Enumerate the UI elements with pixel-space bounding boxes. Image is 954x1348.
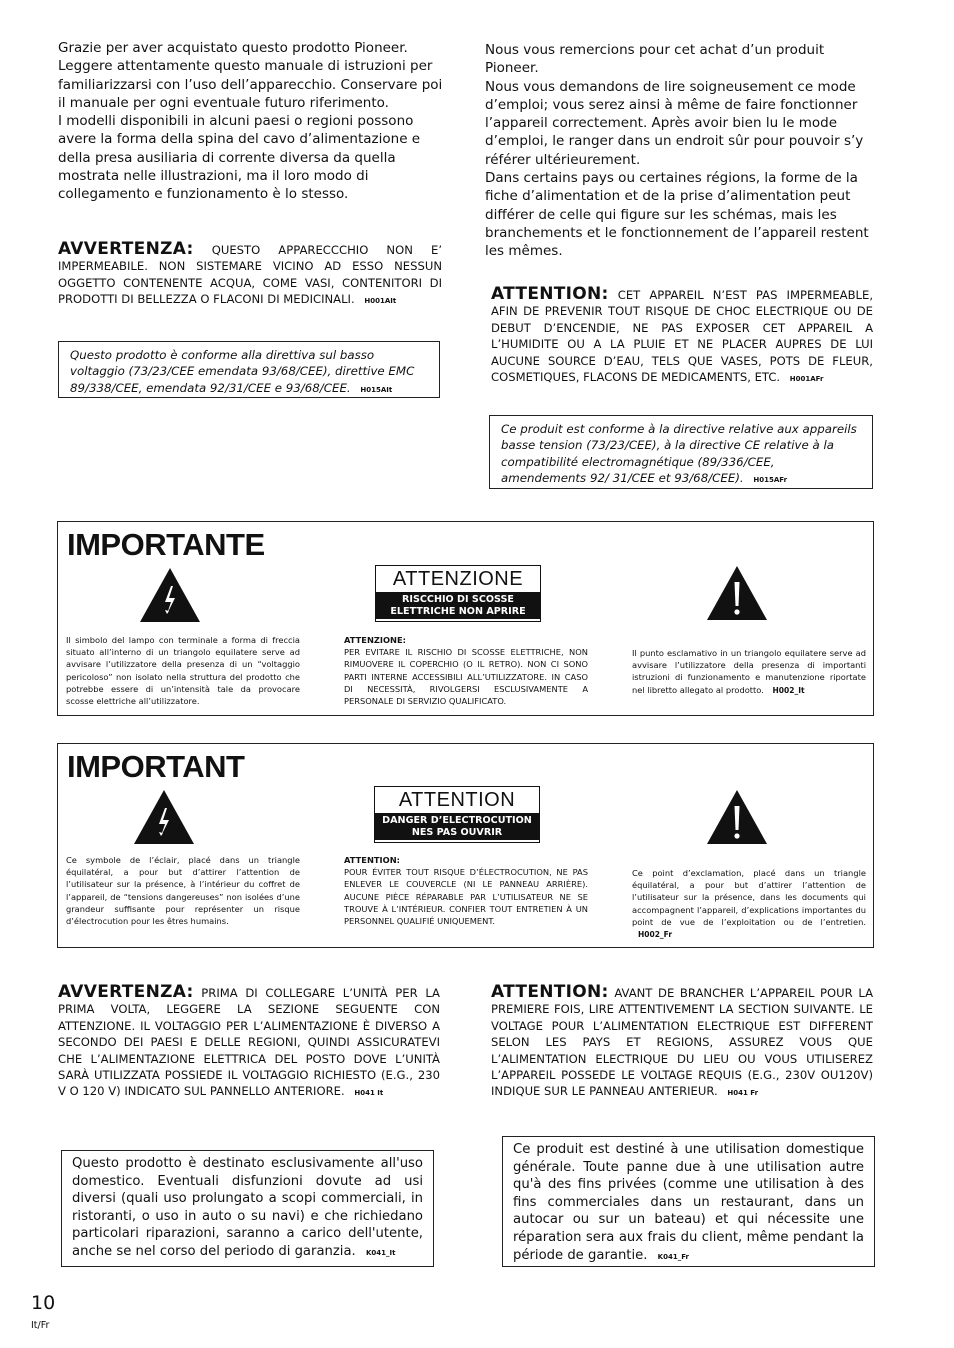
attention-label: [374, 786, 540, 843]
intro-french-p2: Nous vous demandons de lire soigneusement ce mode d’emploi; vous serez ainsi à même de faire fonctionner l’appareil correctement. Après avoir bien lu le mode d’emploi, le ranger dans un endroit sûr pour pouvoir s’y référer ultérieurement.: [485, 78, 864, 168]
exclamation-text: Ce point d’exclamation, placé dans un triangle équilatéral, a pour but d’attirer l’attention de l’utilisateur sur la présence, dans les documents qui accompagnent l’appareil, d’explications importantes du point de vue de l’exploitation ou de l’entretien.: [632, 868, 866, 927]
intro-italian-p2: I modelli disponibili in alcuni paesi o regioni possono avere la forma della spina del cavo d’alimentazione e della presa ausiliaria di corrente diversa da quella mostrata nelle illustrazioni, ma il loro modo di collegamento e funzionamento è lo stesso.: [58, 113, 421, 203]
lightning-warning-icon: [138, 566, 202, 624]
exclamation-warning-icon: [705, 564, 769, 622]
domestic-use-box-french: [502, 1136, 875, 1267]
warning-text: PRIMA DI COLLEGARE L’UNITÀ PER LA PRIMA VOLTA, LEGGERE LA SEZIONE SEGUENTE CON ATTENZIONE. IL VOLTAGGIO PER L’ALIMENTAZIONE È DIVERSO A SECONDO DEI PAESI E DELLE REGIONI, QUINDI ASSICURATEVI CHE L’ALIMENTAZIONE ELETTRICA DEL POSTO DOVE L’UNITÀ SARÀ UTILIZZATA POSSIEDE IL VOLTAGGIO RICHIESTO (E.G., 230 V O 120 V) INDICATO SUL PANNELLO ANTERIORE.: [58, 986, 440, 1099]
label-title: ATTENZIONE: [392, 568, 524, 590]
warning-lead: AVVERTENZA:: [58, 239, 194, 259]
lightning-description: Ce symbole de l’éclair, placé dans un triangle équilatéral, a pour but d’attirer l’attention de l’utilisateur sur la présence, à l’intérieur du coffret de l’appareil, de “tensions dangereuses” non isolées d’une grandeur suffisante pour représenter un risque d’électrocution pour les êtres humains.: [66, 855, 300, 927]
warning-lead: ATTENTION:: [491, 982, 609, 1002]
domestic-use-code: K041_Fr: [657, 1252, 689, 1261]
lightning-warning-icon: [132, 788, 196, 846]
warning-code: H041 It: [354, 1089, 384, 1098]
warning-french-water: [491, 286, 873, 387]
attention-description: [344, 854, 588, 927]
exclamation-text: Il punto esclamativo in un triangolo equilatere serve ad avvisare l’utilizzatore della presenza di importanti istruzioni di funzionamento e manutenzione riportate nel libretto allegato al prodotto.: [632, 648, 866, 695]
label-line-1: DANGER D’ELECTROCUTION: [382, 815, 532, 826]
warning-text: AVANT DE BRANCHER L’APPAREIL POUR LA PREMIERE FOIS, LIRE ATTENTIVEMENT LA SECTION SUIVANTE. LE VOLTAGE POUR L’ALIMENTATION ELECTRIQUE EST DIFFERENT SELON LES PAYS ET REGIONS, ASSUREZ VOUS QUE L’ALIMENTATION ELECTRIQUE DU LIEU OU VOUS UTILISEREZ L’APPAREIL POSSEDE LE VOLTAGE REQUIS (E.G., 230V OU120V) INDIQUE SUR LE PANNEAU ANTERIEUR.: [491, 986, 874, 1099]
conformity-box-italian: [58, 341, 440, 398]
warning-french-voltage: [491, 984, 873, 1102]
label-title: ATTENTION: [398, 789, 516, 811]
label-line-1: RISCCHIO DI SCOSSE: [402, 594, 514, 605]
conformity-box-french: [489, 415, 873, 489]
conformity-code: H015AIt: [360, 385, 393, 394]
important-title: IMPORTANT: [67, 749, 245, 784]
conformity-text: Questo prodotto è conforme alla direttiva sul basso voltaggio (73/23/CEE emendata 93/68/CEE), direttive EMC 89/338/CEE, emendata 92/31/CEE e 93/68/CEE.: [70, 348, 415, 395]
intro-french: [485, 41, 877, 261]
language-indicator: It/Fr: [31, 1320, 50, 1331]
lightning-description: Il simbolo del lampo con terminale a forma di freccia situato all’interno di un triangolo equilatere serve ad avvisare l’utilizzatore della presenza di un “voltaggio pericoloso” non isolato nella struttura del prodotto che potrebbe essere di un’intensità tale da provocare scosse elettriche all’utilizzatore.: [66, 635, 300, 707]
attention-lead: ATTENTION:: [344, 855, 400, 865]
exclamation-description: [632, 647, 866, 697]
importante-title: IMPORTANTE: [67, 527, 265, 562]
warning-lead: AVVERTENZA:: [58, 982, 194, 1002]
intro-italian: [58, 39, 446, 204]
attenzione-label: [375, 565, 541, 622]
warning-italian-water: [58, 241, 442, 310]
warning-code: H001AIt: [364, 297, 397, 306]
conformity-text: Ce produit est conforme à la directive relative aux appareils basse tension (73/23/CEE), à la directive CE relative à la compatibilité electromagnétique (89/336/CEE, amendements 92/ 31/CEE et 93/68/CEE).: [501, 422, 857, 485]
intro-italian-p1: Grazie per aver acquistato questo prodotto Pioneer. Leggere attentamente questo manuale di istruzioni per familiarizzarsi con l’uso dell’apparecchio. Conservare poi il manuale per ogni eventuale futuro riferimento.: [58, 40, 443, 111]
domestic-use-code: K041_It: [365, 1248, 396, 1257]
attention-text: POUR ÉVITER TOUT RISQUE D’ÉLECTROCUTION, NE PAS ENLEVER LE COUVERCLE (NI LE PANNEAU ARRIÈRE). AUCUNE PIÈCE RÉPARABLE PAR L’UTILISATEUR NE SE TROUVE À L’INTÉRIEUR. CONFIER TOUT ENTRETIEN À UN PERSONNEL QUALIFIÉ UNIQUEMENT.: [344, 867, 588, 927]
warning-lead: ATTENTION:: [491, 284, 609, 304]
label-subtitle: [375, 813, 539, 840]
page-number: 10: [31, 1292, 56, 1314]
importante-box: [57, 521, 874, 716]
attenzione-lead: ATTENZIONE:: [344, 635, 406, 645]
conformity-code: H015AFr: [753, 475, 788, 484]
warning-text: CET APPAREIL N’EST PAS IMPERMEABLE, AFIN DE PREVENIR TOUT RISQUE DE CHOC ELECTRIQUE OU DE DEBUT D’ENCENDIE, NE PAS EXPOSER CET APPAREIL A L’HUMIDITE OU A LA PLUIE ET NE PLACER AUPRES DE LUI AUCUNE SOURCE D’EAU, TELS QUE VASES, POTS DE FLEUR, COSMETIQUES, FLACONS DE MEDICAMENTS, ETC.: [491, 288, 874, 385]
label-line-2: ELETTRICHE NON APRIRE: [390, 605, 526, 617]
important-code: H002_Fr: [638, 930, 673, 940]
domestic-use-box-italian: [61, 1150, 434, 1267]
attenzione-text: PER EVITARE IL RISCHIO DI SCOSSE ELETTRICHE, NON RIMUOVERE IL COPERCHIO (O IL RETRO). NON CI SONO PARTI INTERNE ACCESSIBILI ALL’UTILIZZATORE. IN CASO DI NECESSITÀ, RIVOLGERSI ESCLUSIVAMENTE A PERSONALE DI SERVIZIO QUALIFICATO.: [344, 647, 588, 707]
intro-french-p1: Nous vous remercions pour cet achat d’un produit Pioneer.: [485, 42, 825, 77]
exclamation-description: [632, 867, 866, 941]
warning-code: H001AFr: [789, 375, 824, 384]
warning-italian-voltage: [58, 984, 440, 1102]
exclamation-warning-icon: [705, 788, 769, 846]
label-subtitle: [376, 592, 540, 619]
warning-code: H041 Fr: [727, 1089, 759, 1098]
label-line-2: NES PAS OUVRIR: [411, 826, 503, 838]
domestic-use-text: Questo prodotto è destinato esclusivamente all'uso domestico. Eventuali disfunzioni dovute ad usi diversi (quali uso prolungato a scopi commerciali, in ristoranti, o uso in auto o su navi) e che richiedano particolari riparazioni, saranno a carico dell'utente, anche se nel corso del periodo di garanzia.: [72, 1156, 423, 1259]
domestic-use-text: Ce produit est destiné à une utilisation domestique générale. Toute panne due à une utilisation autre qu'à des fins privées (comme une utilisation à des fins commerciales dans un restaurant, dans un autocar ou sur un bateau) et qui nécessite une réparation sera aux frais du client, même pendant la période de garantie.: [513, 1142, 864, 1263]
importante-code: H002_It: [772, 685, 805, 695]
warning-text: QUESTO APPARECCCHIO NON E’ IMPERMEABILE. NON SISTEMARE VICINO AD ESSO NESSUN OGGETTO CONTENENTE ACQUA, COME VASI, CONTENITORI DI PRODOTTI DI BELLEZZA O FLACONI DI MEDICINALI.: [58, 243, 443, 307]
attenzione-description: [344, 634, 588, 707]
important-box: [57, 743, 874, 948]
intro-french-p3: Dans certains pays ou certaines régions, la forme de la fiche d’alimentation et de la prise d’alimentation peut différer de celle qui figure sur les schémas, mais les branchements et le fonctionnement de l’appareil restent les mêmes.: [485, 170, 869, 260]
